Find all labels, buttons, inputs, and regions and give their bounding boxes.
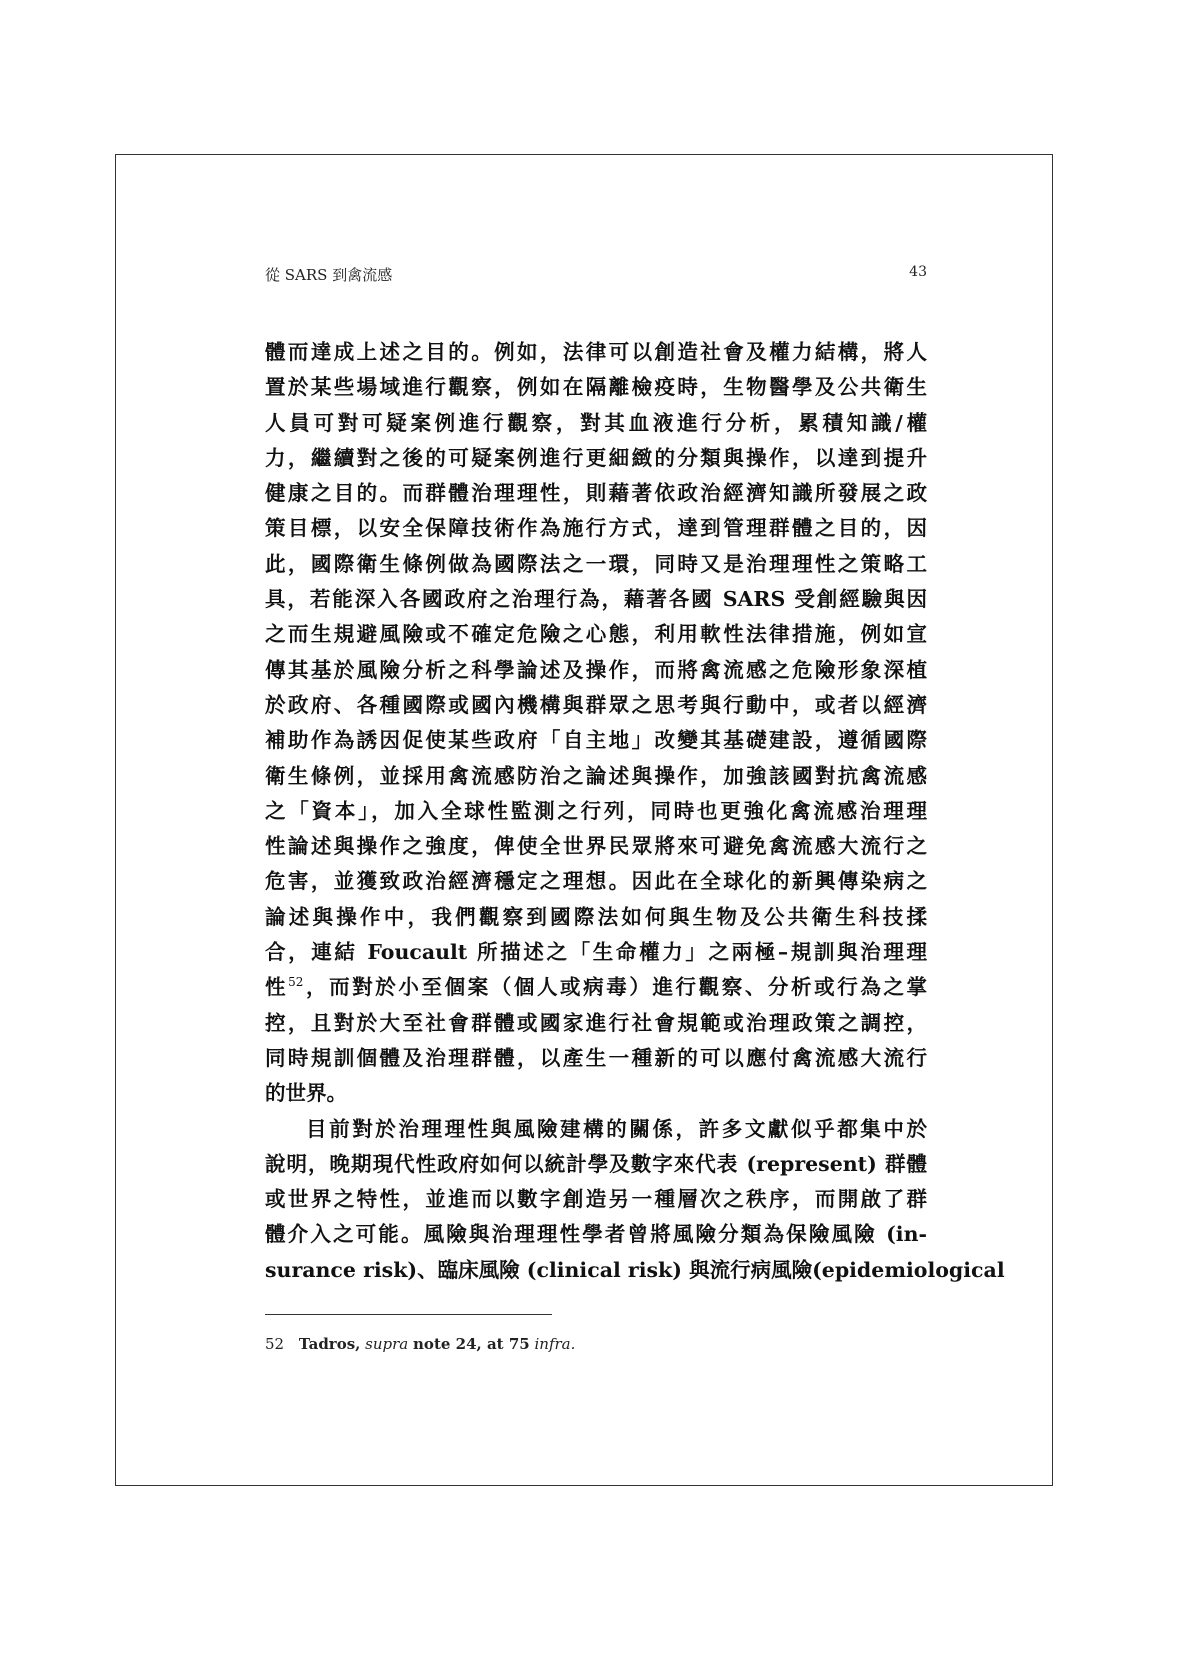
text-line: 體介入之可能。風險與治理理性學者曾將風險分類為保險風險 (in- [265,1222,927,1247]
paragraph-first-line: 目前對於治理理性與風險建構的關係，許多文獻似乎都集中於 [306,1116,927,1141]
text-line: 合，連結 Foucault 所描述之「生命權力」之兩極–規訓與治理理 [265,940,927,965]
footnote-number: 52 [265,1335,285,1353]
text-line: 補助作為誘因促使某些政府「自主地」改變其基礎建設，遵循國際 [265,728,927,753]
text-line: 控，且對於大至社會群體或國家進行社會規範或治理政策之調控， [265,1010,927,1035]
text-line: 人員可對可疑案例進行觀察，對其血液進行分析，累積知識/權 [265,410,927,435]
text-line: 之「資本」，加入全球性監測之行列，同時也更強化禽流感治理理 [265,798,927,823]
text-line: 於政府、各種國際或國內機構與群眾之思考與行動中，或者以經濟 [265,692,927,717]
text-line: surance risk)、臨床風險 (clinical risk) 與流行病風險(epidemiological [265,1257,1005,1282]
text-line: 或世界之特性，並進而以數字創造另一種層次之秩序，而開啟了群 [265,1187,927,1212]
text-line: 此，國際衛生條例做為國際法之一環，同時又是治理理性之策略工 [265,551,927,576]
text-line: 論述與操作中，我們觀察到國際法如何與生物及公共衛生科技揉 [265,904,927,929]
text-line: 力，繼續對之後的可疑案例進行更細緻的分類與操作，以達到提升 [265,445,927,470]
text-line: 傳其基於風險分析之科學論述及操作，而將禽流感之危險形象深植 [265,657,927,682]
text-line: 具，若能深入各國政府之治理行為，藉著各國 SARS 受創經驗與因 [265,587,927,612]
paragraph-end-line: 的世界。 [265,1081,347,1106]
text-line: 衛生條例，並採用禽流感防治之論述與操作，加強該國對抗禽流感 [265,763,927,788]
text-line: 同時規訓個體及治理群體，以產生一種新的可以應付禽流感大流行 [265,1045,927,1070]
text-line: 健康之目的。而群體治理理性，則藉著依政治經濟知識所發展之政 [265,481,927,506]
text-line: 體而達成上述之目的。例如，法律可以創造社會及權力結構，將人 [265,340,927,364]
text-line: 性論述與操作之強度，俾使全世界民眾將來可避免禽流感大流行之 [265,834,927,859]
text-line: 之而生規避風險或不確定危險之心態，利用軟性法律措施，例如宣 [265,622,927,647]
footnote-author: Tadros, [298,1335,361,1353]
running-header-title: 從 SARS 到禽流感 [265,266,393,284]
text-line: 置於某些場域進行觀察，例如在隔離檢疫時，生物醫學及公共衛生 [265,375,927,400]
text-fragment: 性 [265,975,289,1000]
text-line: 危害，並獲致政治經濟穩定之理想。因此在全球化的新興傳染病之 [265,869,927,894]
footnote [265,1335,575,1353]
footnote-infra: infra. [534,1335,576,1353]
footnote-citation: note 24, at 75 [413,1335,530,1353]
page-number: 43 [909,264,927,280]
text-line-with-footnote [265,970,927,1005]
footnote-supra: supra [365,1335,409,1353]
text-line: 說明，晚期現代性政府如何以統計學及數字來代表 (represent) 群體 [265,1151,927,1176]
body-text [265,335,1005,1288]
footnote-separator [265,1314,552,1315]
running-header [265,264,927,286]
footnote-reference[interactable]: 52 [288,975,304,990]
text-line: 策目標，以安全保障技術作為施行方式，達到管理群體之目的，因 [265,516,927,541]
text-fragment: ，而對於小至個案（個人或病毒）進行觀察、分析或行為之掌 [303,975,928,1000]
